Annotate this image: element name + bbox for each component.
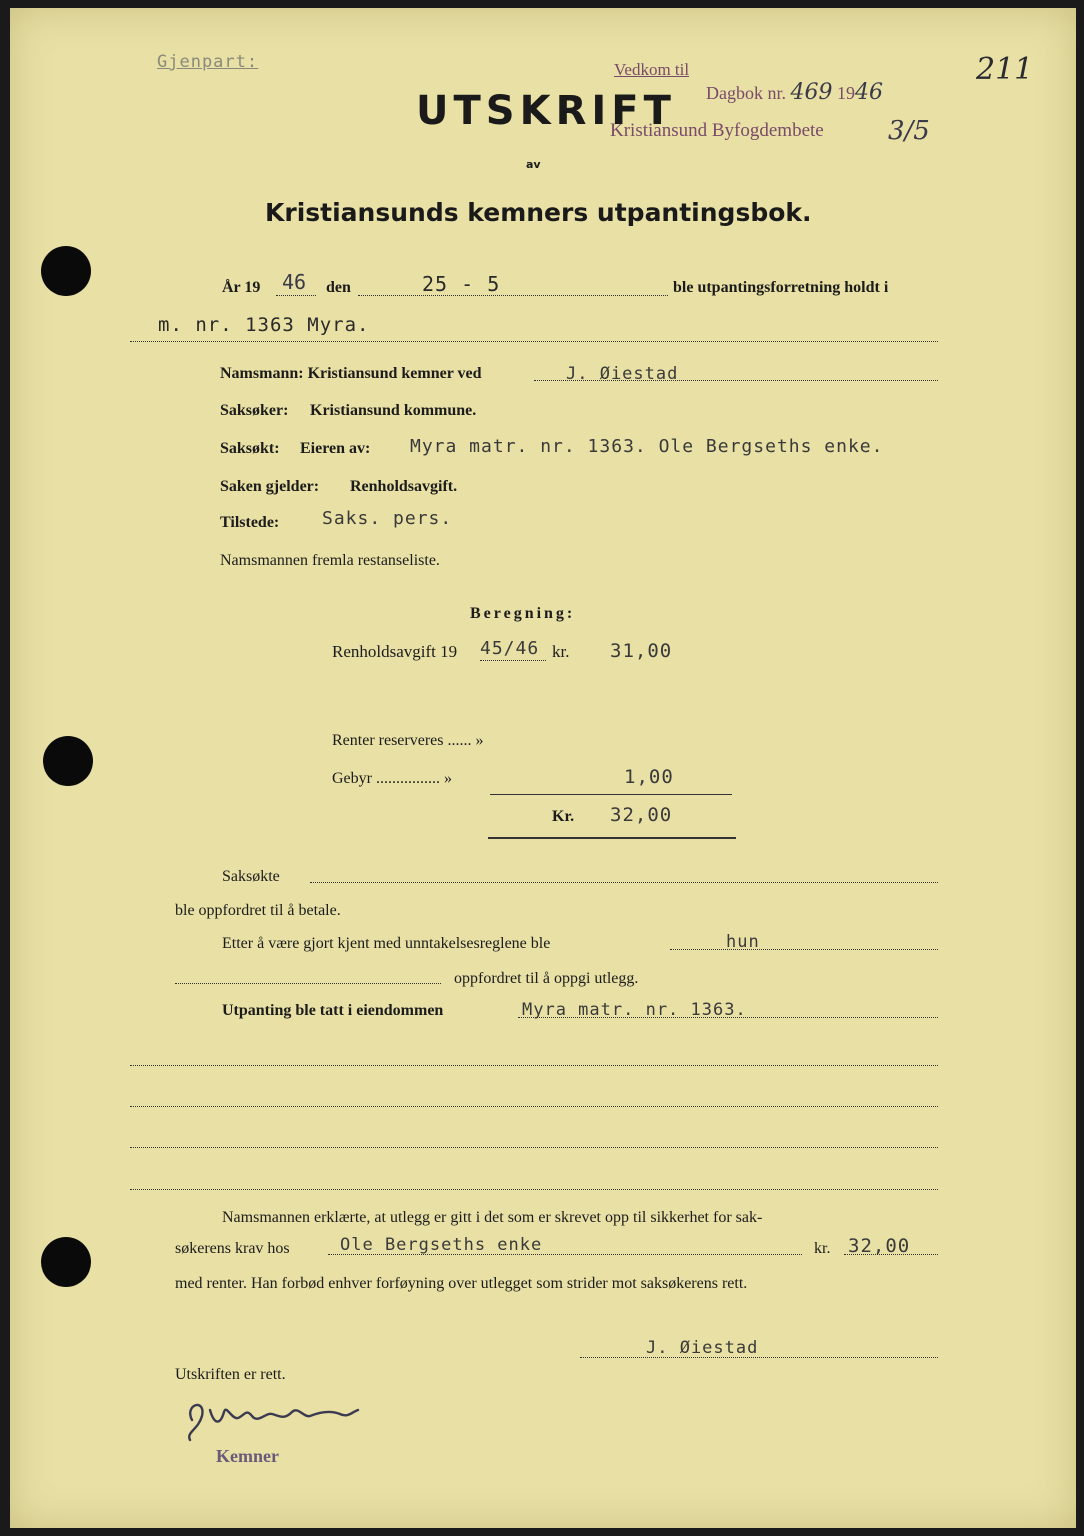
punch-hole-middle (43, 736, 93, 786)
correct-text: Utskriften er rett. (175, 1366, 286, 1383)
declaration-kr: kr. (814, 1240, 831, 1257)
stamp-line-2 (706, 80, 883, 105)
page-title: UTSKRIFT (416, 88, 676, 134)
title-av: av (526, 158, 541, 171)
intro-den-label: den (326, 279, 351, 296)
oppgi-text: oppfordret til å oppgi utlegg. (454, 970, 639, 987)
intro-year: 46 (282, 270, 307, 294)
intro-ar-label: År 19 (222, 279, 261, 296)
calc-item-years-line (480, 660, 546, 661)
intro-date: 25 - 5 (422, 272, 501, 296)
kemner-stamp: Kemner (216, 1446, 279, 1466)
stamp-line-3: Kristiansund Byfogdembete (610, 120, 824, 141)
saksokt-label: Saksøkt: (220, 440, 280, 457)
saksokt-prefix: Eieren av: (300, 440, 371, 457)
namsmann-label: Namsmann: Kristiansund kemner ved (220, 365, 482, 382)
tilstede-value: Saks. pers. (322, 508, 453, 529)
total-rule (488, 837, 736, 839)
declaration-line-1: Namsmannen erklærte, at utlegg er gitt i det som er skrevet opp til sikkerhet for sak- (222, 1209, 763, 1226)
dagbok-label: Dagbok nr. (706, 83, 786, 103)
blank-line-2 (130, 1106, 938, 1107)
intro-after: ble utpantingsforretning holdt i (673, 279, 889, 296)
year-prefix: 19 (837, 83, 855, 103)
kemner-signature (180, 1390, 370, 1442)
saksoker-label: Saksøker: (220, 402, 289, 419)
signature: J. Øiestad (646, 1338, 759, 1358)
intro-location: m. nr. 1363 Myra. (158, 314, 370, 336)
calc-item-years: 45/46 (480, 638, 540, 659)
copy-mark: Gjenpart: (157, 52, 259, 72)
year-suffix: 46 (855, 80, 883, 105)
declaration-line-2-prefix: søkerens krav hos (175, 1240, 290, 1257)
intro-date-line (358, 295, 668, 296)
punch-hole-top (41, 246, 91, 296)
declaration-amount: 32,00 (848, 1235, 911, 1257)
gjelder-label: Saken gjelder: (220, 478, 320, 495)
blank-line-4 (130, 1189, 938, 1190)
calc-heading: Beregning: (470, 605, 576, 622)
intro-location-line (130, 341, 938, 342)
page-subtitle: Kristiansunds kemners utpantingsbok. (265, 198, 812, 227)
declaration-line-3: med renter. Han forbød enhver forføyning over utlegget som strider mot saksøkerens rett. (175, 1275, 748, 1292)
saksoker-value: Kristiansund kommune. (310, 402, 477, 419)
punch-hole-bottom (41, 1237, 91, 1287)
stamp-line-1: Vedkom til (614, 60, 690, 79)
calc-item-kr: kr. (552, 642, 570, 661)
page-number: 211 (976, 52, 1034, 87)
oppfordret-text: ble oppfordret til å betale. (175, 902, 341, 919)
calc-item-value: 31,00 (610, 640, 673, 662)
gebyr-value: 1,00 (624, 766, 674, 788)
utpanting-label: Utpanting ble tatt i eiendommen (222, 1002, 444, 1019)
creditor-name: Ole Bergseths enke (340, 1235, 543, 1255)
utpanting-value: Myra matr. nr. 1363. (522, 1000, 747, 1020)
document-page (10, 8, 1076, 1528)
tilstede-label: Tilstede: (220, 514, 280, 531)
fremla-text: Namsmannen fremla restanseliste. (220, 552, 440, 569)
subtotal-rule (490, 794, 732, 795)
etter-text: Etter å være gjort kjent med unntakelsesreglene ble (222, 935, 551, 952)
total-value: 32,00 (610, 804, 673, 826)
intro-year-line (276, 295, 316, 296)
total-label: Kr. (552, 808, 575, 825)
gjelder-value: Renholdsavgift. (350, 478, 458, 495)
oppgi-line (175, 983, 441, 984)
calc-item-label: Renholdsavgift 19 (332, 642, 458, 661)
date-note: 3/5 (888, 116, 930, 146)
renter-label: Renter reserveres ...... » (332, 732, 484, 749)
blank-line-3 (130, 1147, 938, 1148)
etter-line (670, 949, 938, 950)
saksokt-value: Myra matr. nr. 1363. Ole Bergseths enke. (410, 436, 884, 457)
saksokte-line (310, 882, 938, 883)
blank-line-1 (130, 1065, 938, 1066)
saksokte-label: Saksøkte (222, 868, 280, 885)
dagbok-number: 469 (790, 80, 833, 105)
gebyr-label: Gebyr ................ » (332, 770, 452, 787)
etter-hun: hun (726, 932, 760, 952)
signature-line (580, 1357, 938, 1358)
namsmann-value: J. Øiestad (566, 364, 679, 384)
